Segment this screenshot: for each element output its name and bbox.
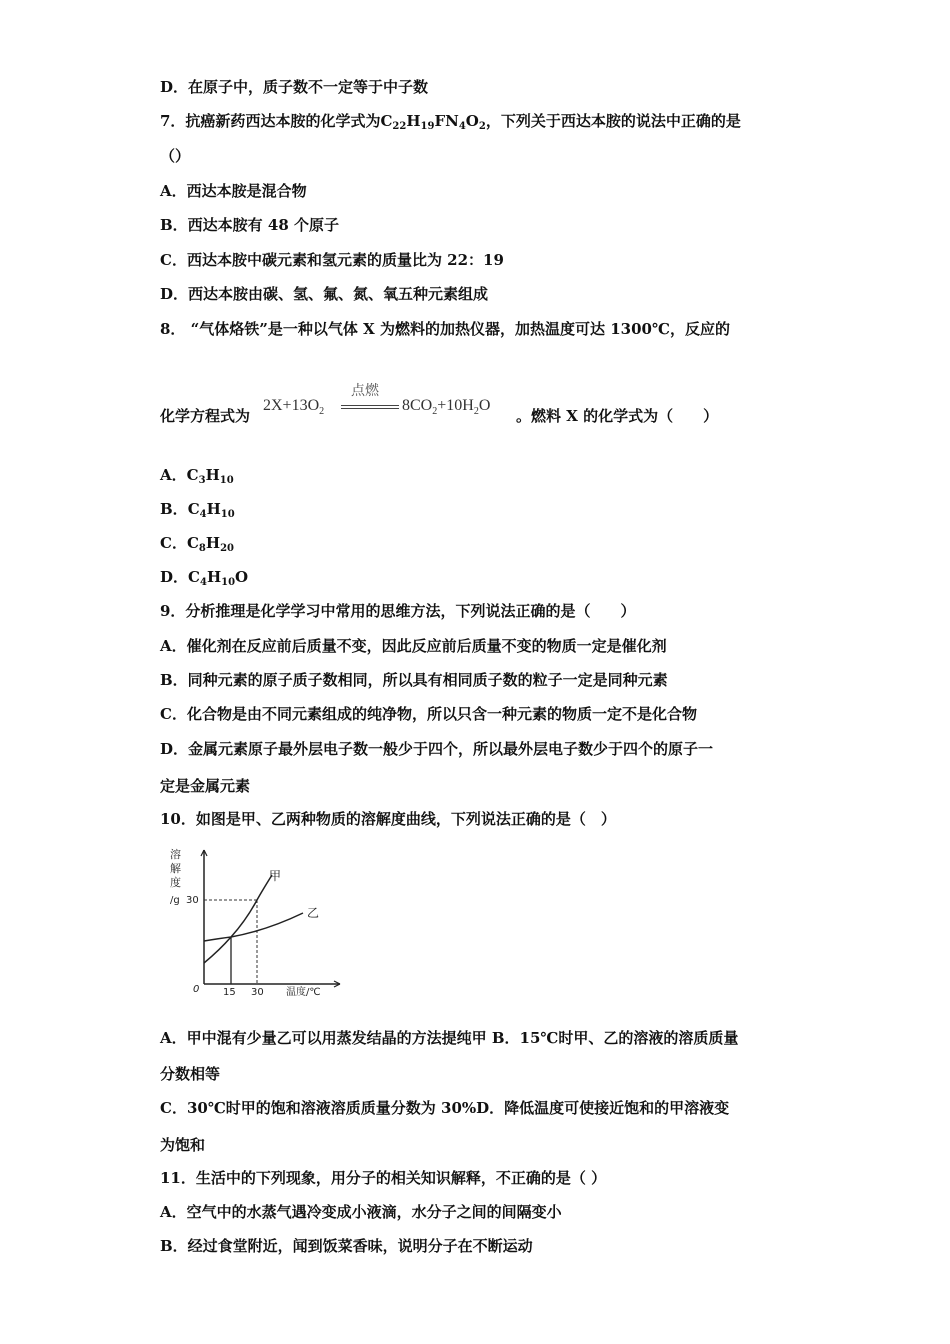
opt-n2: 10 [220,509,235,520]
equation-bar-top [341,405,399,406]
q11-option-a: A．空气中的水蒸气遇冷变成小液滴，水分子之间的间隔变小 [160,1203,562,1221]
f-fn: FN [434,112,459,130]
q7-paren: （） [160,147,191,165]
q8-stem-1: 8． “气体烙铁”是一种以气体 X 为燃料的加热仪器，加热温度可达 1300℃，反应的 [160,320,730,338]
x-axis-label: 温度/℃ [286,987,321,998]
q10-stem: 10．如图是甲、乙两种物质的溶解度曲线，下列说法正确的是（ ） [160,810,616,828]
rhs-c: O [478,397,491,414]
lhs-sub: 2 [319,406,325,417]
opt-e1: C [186,534,199,552]
equation-lhs [263,397,324,417]
opt-e1: C [188,568,200,586]
equation-rhs [402,397,490,417]
curve-yi [204,913,303,941]
rhs-a: 8CO [402,397,433,414]
f-h: H [406,112,421,130]
q8-stem-2-prefix: 化学方程式为 [160,407,251,425]
x-tick-30: 30 [251,987,264,998]
curve-jia [204,875,272,963]
rhs-sub2: 2 [473,406,479,417]
opt-e2: H [206,500,221,518]
opt-letter: D． [160,568,189,586]
q10-line-4: 为饱和 [160,1136,206,1154]
opt-n1: 8 [198,543,206,554]
q9-option-d-1: D．金属元素原子最外层电子数一般少于四个，所以最外层电子数少于四个的原子一 [160,740,714,758]
origin-label: 0 [193,984,200,995]
q8-option-b [160,499,235,525]
opt-n1: 4 [199,509,207,520]
chemical-equation [263,380,523,426]
q9-option-d-2: 定是金属元素 [160,777,251,795]
equation-bar-bottom [341,408,399,409]
opt-e2: H [205,534,221,552]
opt-letter: B． [160,500,188,518]
q10-line-1: A．甲中混有少量乙可以用蒸发结晶的方法提纯甲 B．15℃时甲、乙的溶液的溶质质量 [160,1029,739,1047]
q9-option-a: A．催化剂在反应前后质量不变，因此反应前后质量不变的物质一定是催化剂 [160,637,667,655]
q10-line-2: 分数相等 [160,1065,221,1083]
q7-option-a: A．西达本胺是混合物 [160,182,307,200]
f-o: O [465,112,479,130]
q11-option-b: B．经过食堂附近，闻到饭菜香味，说明分子在不断运动 [160,1237,533,1255]
f-c-n: 22 [392,121,407,132]
curve-label-jia: 甲 [269,869,282,883]
opt-n2: 10 [221,577,236,588]
ylabel-char-2: 解 [170,862,181,875]
x-tick-15: 15 [223,987,236,998]
q7-option-c: C．西达本胺中碳元素和氢元素的质量比为 22：19 [160,251,504,269]
q6-option-d: D．在原子中，质子数不一定等于中子数 [160,78,429,96]
rhs-b: +10H [437,397,474,414]
ylabel-unit: /g [170,895,180,906]
curve-label-yi: 乙 [307,906,320,920]
f-n-n: 4 [458,121,466,132]
q9-option-b: B．同种元素的原子质子数相同，所以具有相同质子数的粒子一定是同种元素 [160,671,668,689]
opt-e3: O [235,568,249,586]
ylabel-char-3: 度 [170,876,181,889]
q8-stem-2-suffix: 。燃料 X 的化学式为（ ） [516,407,719,425]
q8-option-c [160,533,234,559]
opt-e1: C [186,466,199,484]
opt-e2: H [205,466,220,484]
opt-letter: A． [160,466,187,484]
q7-stem [160,111,741,137]
q7-stem-a: 7．抗癌新药西达本胺的化学式为 [160,112,381,130]
q8-option-a [160,465,234,491]
q7-option-b: B．西达本胺有 48 个原子 [160,216,339,234]
ylabel-char-1: 溶 [170,848,181,861]
opt-e1: C [187,500,200,518]
f-h-n: 19 [420,121,435,132]
opt-e2: H [206,568,222,586]
q9-stem: 9．分析推理是化学学习中常用的思维方法，下列说法正确的是（ ） [160,602,636,620]
q7-option-d: D．西达本胺由碳、氢、氟、氮、氧五种元素组成 [160,285,489,303]
opt-n2: 20 [220,543,234,554]
q10-line-3: C．30℃时甲的饱和溶液溶质质量分数为 30%D．降低温度可使接近饱和的甲溶液变 [160,1099,730,1117]
f-c: C [380,112,393,130]
y-tick-30: 30 [186,895,199,906]
lhs-a: 2X+13O [263,397,320,414]
q11-stem: 11．生活中的下列现象，用分子的相关知识解释，不正确的是（ ） [160,1169,607,1187]
opt-n1: 4 [199,577,207,588]
solubility-curve-graph [168,845,343,1005]
equation-condition: 点燃 [351,383,379,399]
opt-n2: 10 [219,475,234,486]
opt-n1: 3 [198,475,206,486]
q7-stem-b: ，下列关于西达本胺的说法中正确的是 [485,112,741,130]
q9-option-c: C．化合物是由不同元素组成的纯净物，所以只含一种元素的物质一定不是化合物 [160,705,697,723]
f-o-n: 2 [478,121,486,132]
q8-option-d [160,567,248,593]
q7-formula [380,112,485,130]
opt-letter: C． [160,534,187,552]
rhs-sub1: 2 [432,406,438,417]
